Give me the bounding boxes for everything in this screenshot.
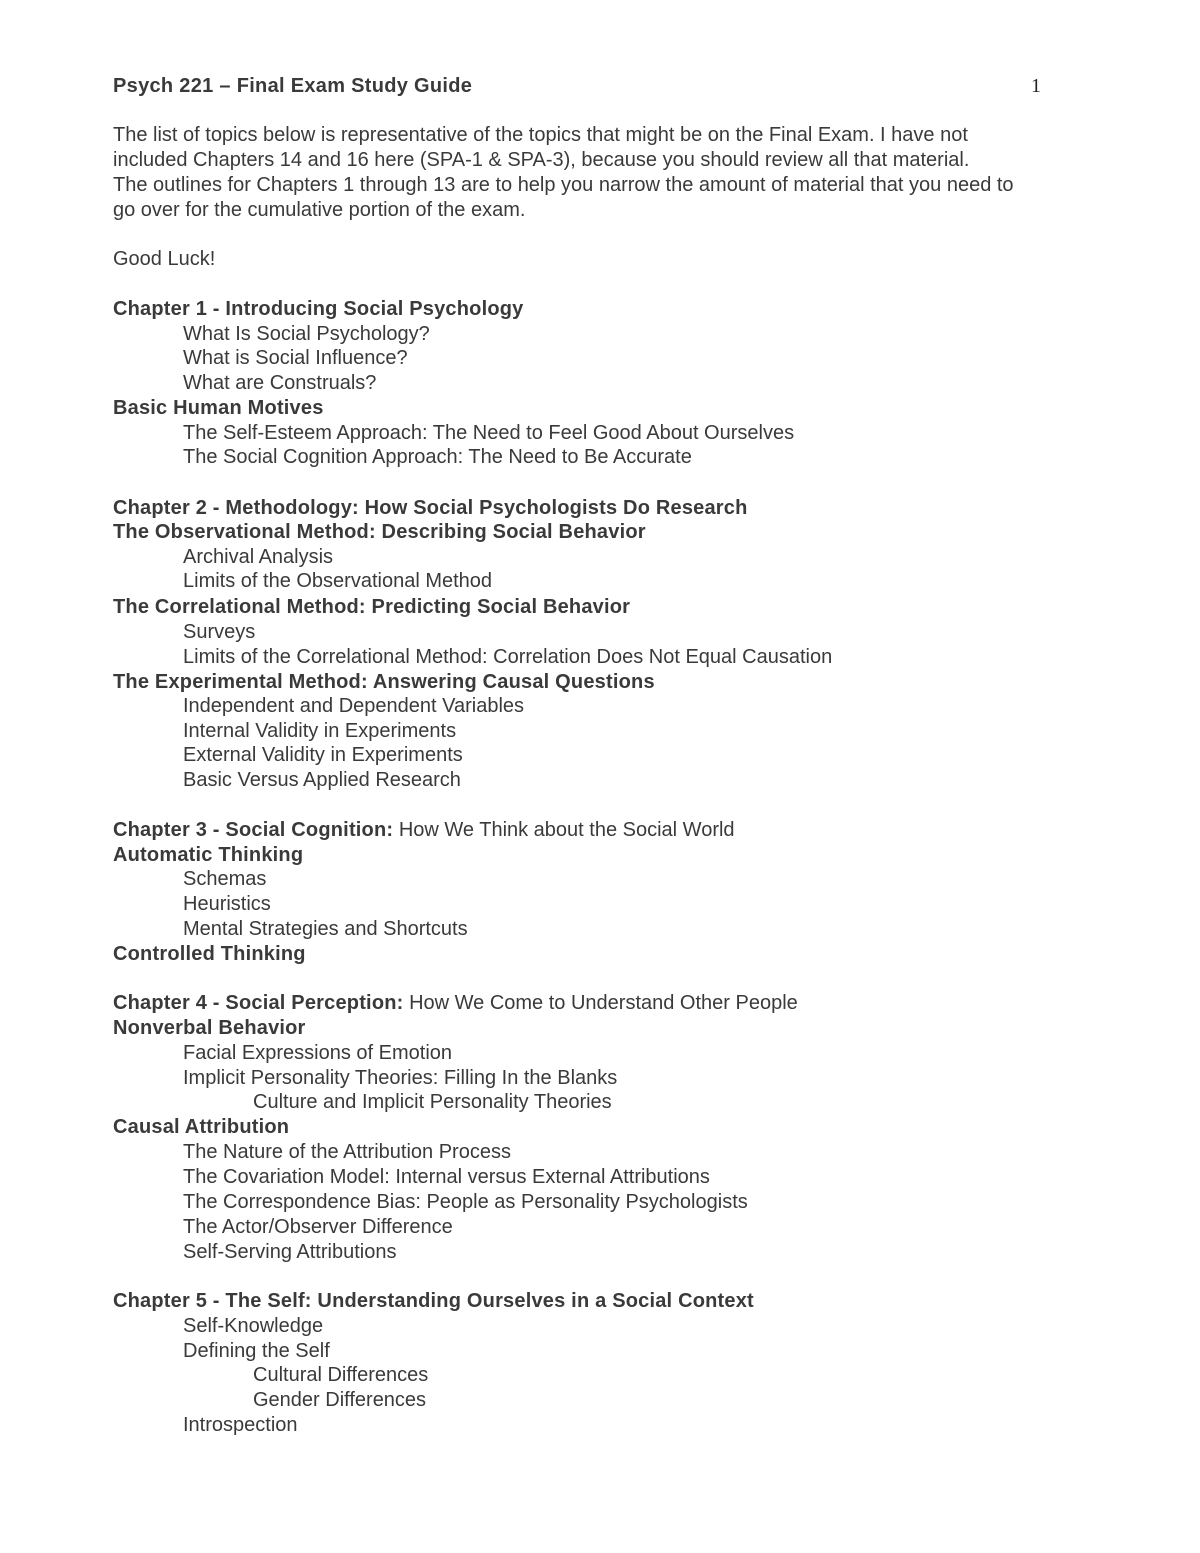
topic-item: The Correspondence Bias: People as Personality Psychologists	[183, 1191, 748, 1213]
topic-item: Implicit Personality Theories: Filling In the Blanks	[183, 1067, 618, 1089]
chapter-4-title-bold: Chapter 4 - Social Perception:	[113, 992, 404, 1014]
subtopic-item: Gender Differences	[253, 1389, 427, 1411]
intro-line: go over for the cumulative portion of the exam.	[113, 199, 526, 221]
chapter-4-heading	[113, 991, 798, 1015]
page-number: 1	[1031, 75, 1041, 97]
section-heading: The Observational Method: Describing Social Behavior	[113, 521, 646, 543]
section-heading: Causal Attribution	[113, 1116, 290, 1138]
section-heading: Automatic Thinking	[113, 844, 304, 866]
chapter-4-title-rest: How We Come to Understand Other People	[403, 992, 798, 1014]
chapter-5-heading: Chapter 5 - The Self: Understanding Ourselves in a Social Context	[113, 1290, 754, 1312]
section-heading: The Correlational Method: Predicting Social Behavior	[113, 596, 631, 618]
topic-item: The Self-Esteem Approach: The Need to Feel Good About Ourselves	[183, 422, 795, 444]
chapter-3-title-bold: Chapter 3 - Social Cognition:	[113, 819, 394, 841]
subtopic-item: Culture and Implicit Personality Theories	[253, 1091, 612, 1113]
intro-line: included Chapters 14 and 16 here (SPA-1 & SPA-3), because you should review all that material.	[113, 149, 970, 171]
topic-item: What are Construals?	[183, 372, 377, 394]
closing-text: Good Luck!	[113, 248, 216, 270]
topic-item: Internal Validity in Experiments	[183, 720, 457, 742]
chapter-2-heading: Chapter 2 - Methodology: How Social Psychologists Do Research	[113, 497, 748, 519]
topic-item: Mental Strategies and Shortcuts	[183, 918, 468, 940]
topic-item: Independent and Dependent Variables	[183, 695, 525, 717]
topic-item: Limits of the Observational Method	[183, 570, 493, 592]
section-heading: Basic Human Motives	[113, 397, 324, 419]
topic-item: The Social Cognition Approach: The Need to Be Accurate	[183, 446, 692, 468]
topic-item: Limits of the Correlational Method: Correlation Does Not Equal Causation	[183, 646, 833, 668]
topic-item: External Validity in Experiments	[183, 744, 463, 766]
chapter-1-heading: Chapter 1 - Introducing Social Psychology	[113, 298, 524, 320]
topic-item: Surveys	[183, 621, 256, 643]
topic-item: Self-Knowledge	[183, 1315, 324, 1337]
chapter-3-heading	[113, 818, 735, 842]
topic-item: Archival Analysis	[183, 546, 334, 568]
topic-item: What is Social Influence?	[183, 347, 408, 369]
topic-item: Basic Versus Applied Research	[183, 769, 461, 791]
topic-item: Defining the Self	[183, 1340, 330, 1362]
chapter-3-title-rest: How We Think about the Social World	[393, 819, 735, 841]
topic-item: Heuristics	[183, 893, 271, 915]
topic-item: The Actor/Observer Difference	[183, 1216, 453, 1238]
section-heading: The Experimental Method: Answering Causal Questions	[113, 671, 655, 693]
topic-item: The Nature of the Attribution Process	[183, 1141, 511, 1163]
topic-item: Self-Serving Attributions	[183, 1241, 397, 1263]
subtopic-item: Cultural Differences	[253, 1364, 429, 1386]
intro-line: The outlines for Chapters 1 through 13 are to help you narrow the amount of material that you need to	[113, 174, 1014, 196]
topic-item: Schemas	[183, 868, 267, 890]
intro-line: The list of topics below is representative of the topics that might be on the Final Exam. I have not	[113, 124, 968, 146]
section-heading: Nonverbal Behavior	[113, 1017, 306, 1039]
document-title: Psych 221 – Final Exam Study Guide	[113, 75, 473, 97]
topic-item: Facial Expressions of Emotion	[183, 1042, 453, 1064]
topic-item: What Is Social Psychology?	[183, 323, 430, 345]
section-heading: Controlled Thinking	[113, 943, 306, 965]
topic-item: The Covariation Model: Internal versus External Attributions	[183, 1166, 710, 1188]
topic-item: Introspection	[183, 1414, 298, 1436]
